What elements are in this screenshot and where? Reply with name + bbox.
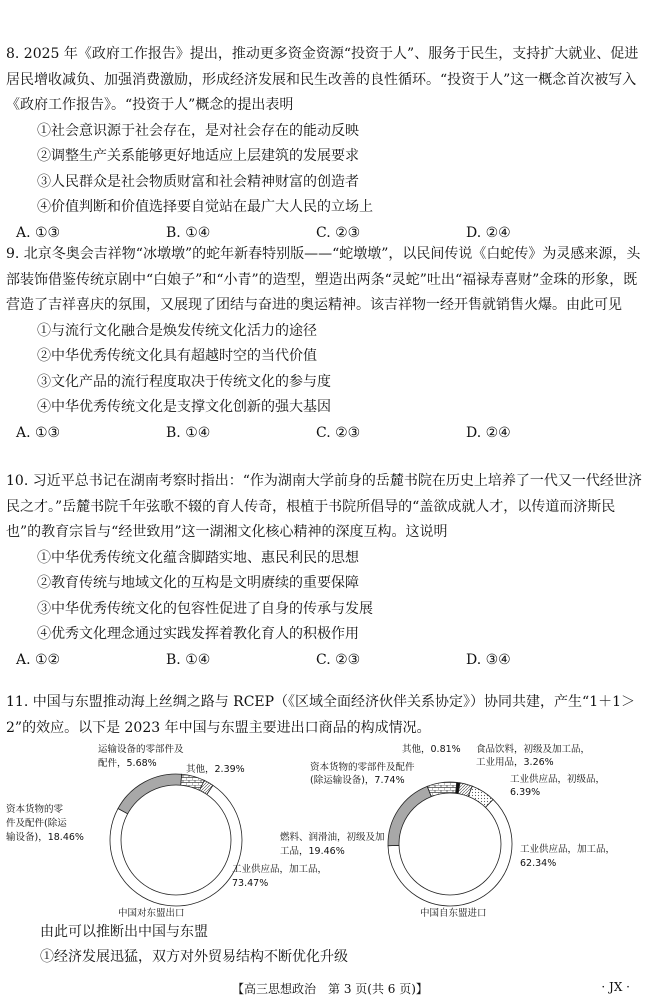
question-10: [6, 469, 642, 673]
slice-label: [476, 743, 590, 768]
question-11: [6, 690, 642, 741]
export-pie: [110, 774, 242, 906]
option-2: ②教育传统与地域文化的互构是文明赓续的重要保障: [37, 575, 359, 591]
choice-c: C. ②③: [316, 424, 361, 441]
option-2: ②调整生产关系能够更好地适应上层建筑的发展要求: [37, 148, 359, 164]
option-3: ③人民群众是社会物质财富和社会精神财富的创造者: [37, 173, 359, 190]
label-line: 配件，5.68%: [98, 758, 157, 769]
label-line: 工业用品，3.26%: [476, 757, 554, 768]
option-3: ③中华优秀传统文化的包容性促进了自身的传承与发展: [37, 600, 373, 617]
choice-b: B. ①④: [166, 651, 211, 668]
donut-hole: [399, 793, 501, 895]
label-line: 食品饮料，初级及加工品，: [476, 744, 591, 755]
slice-label: 其他，0.81%: [402, 744, 461, 755]
question-stem: 9. 北京冬奥会吉祥物“冰墩墩”的蛇年新春特别版——“蛇墩墩”，以民间传说《白蛇传》为灵感来源，头部装饰借鉴传统京剧中“白娘子”和“小青”的造型，塑造出两条“灵蛇”吐出“福禄寿喜财”金珠的形象，既营造了吉祥喜庆的氛围，又展现了团结与奋进的奥运精神。该吉祥物一经开售就销售火爆。由此可见: [6, 246, 641, 313]
label-line: 燃料、润滑油，初级及加: [280, 832, 385, 843]
choice-a: A. ①③: [16, 424, 61, 441]
option-2: ②中华优秀传统文化具有超越时空的当代价值: [37, 348, 317, 364]
import-pie: [388, 782, 512, 906]
option-4: ④价值判断和价值选择要自觉站在最广大人民的立场上: [37, 199, 373, 215]
footer-page-info: 【高三思想政治 第 3 页(共 6 页)】: [232, 982, 428, 996]
slice-label: [6, 803, 84, 843]
question-9: [6, 242, 642, 446]
label-line: 运输设备的零部件及: [98, 744, 184, 755]
question-stem: 10. 习近平总书记在湖南考察时指出：“作为湖南大学前身的岳麓书院在历史上培养了一代又一代经世济民之才。”岳麓书院千年弦歌不辍的育人传奇，根植于书院所倡导的“盖欲成就人才，以传道而济斯民也”的教育宗旨与“经世致用”这一湖湘文化核心精神的深度互构。这说明: [6, 473, 642, 540]
answer-choices: [6, 648, 642, 674]
donut-hole: [121, 785, 231, 895]
choice-d: D. ②④: [466, 224, 511, 241]
slice-label: [310, 761, 415, 786]
slice-label: [280, 831, 385, 857]
choice-b: B. ①④: [166, 224, 211, 241]
footer-code: · JX ·: [601, 980, 630, 994]
choice-b: B. ①④: [166, 424, 211, 441]
label-line: 资本货物的零部件及配件: [310, 762, 415, 773]
option-1: ①社会意识源于社会存在，是对社会存在的能动反映: [37, 122, 359, 139]
page-footer: [0, 976, 652, 1000]
label-line: 输设备)，18.46%: [6, 832, 84, 843]
choice-c: C. ②③: [316, 224, 361, 241]
slice-label: 其他，2.39%: [186, 764, 245, 775]
question-stem: 8. 2025 年《政府工作报告》提出，推动更多资金资源“投资于人”、服务于民生，支持扩大就业、促进居民增收减负、加强消费激励，形成经济发展和民生改善的良性循环。“投资于人”这一概念首次被写入《政府工作报告》。“投资于人”概念的提出表明: [6, 46, 639, 113]
option-3: ③文化产品的流行程度取决于传统文化的参与度: [37, 373, 331, 390]
label-line: 73.47%: [232, 878, 269, 889]
choice-d: D. ③④: [466, 651, 511, 668]
label-line: 资本货物的零: [6, 804, 64, 815]
label-line: 工业供应品，初级品，: [510, 774, 606, 785]
question-stem: 11. 中国与东盟推动海上丝绸之路与 RCEP（《区域全面经济伙伴关系协定》）协同共建，产生“1＋1＞2”的效应。以下是 2023 年中国与东盟主要进出口商品的构成情况。: [6, 694, 636, 736]
slice-label: [98, 743, 184, 769]
follow-up-stem: 由此可以推断出中国与东盟: [40, 924, 208, 940]
option-1: ①经济发展迅猛，双方对外贸易结构不断优化升级: [40, 949, 348, 965]
question-8: [6, 42, 642, 246]
label-line: 6.39%: [510, 787, 541, 798]
label-line: (除运输设备)，7.74%: [310, 775, 405, 786]
slice-label: [510, 773, 605, 798]
choice-d: D. ②④: [466, 424, 511, 441]
option-1: ①与流行文化融合是焕发传统文化活力的途径: [37, 322, 317, 339]
choice-a: A. ①③: [16, 224, 61, 241]
slice-label: [232, 863, 327, 889]
label-line: 工品，19.46%: [280, 846, 345, 857]
option-4: ④中华优秀传统文化是支撑文化创新的强大基因: [37, 399, 331, 415]
chart-title: 中国对东盟出口: [118, 908, 185, 919]
label-line: 工业供应品，加工品，: [232, 864, 328, 875]
label-line: 件及配件(除运: [6, 818, 67, 829]
label-line: 62.34%: [520, 858, 557, 869]
pie-charts: [0, 740, 652, 925]
choice-c: C. ②③: [316, 651, 361, 668]
option-4: ④优秀文化理念通过实践发挥着教化育人的积极作用: [37, 626, 359, 642]
option-1: ①中华优秀传统文化蕴含脚踏实地、惠民利民的思想: [37, 549, 359, 566]
choice-a: A. ①②: [16, 651, 61, 668]
slice-label: [520, 843, 615, 869]
chart-title: 中国自东盟进口: [420, 908, 487, 919]
answer-choices: [6, 421, 642, 447]
label-line: 工业供应品，加工品，: [520, 844, 616, 855]
